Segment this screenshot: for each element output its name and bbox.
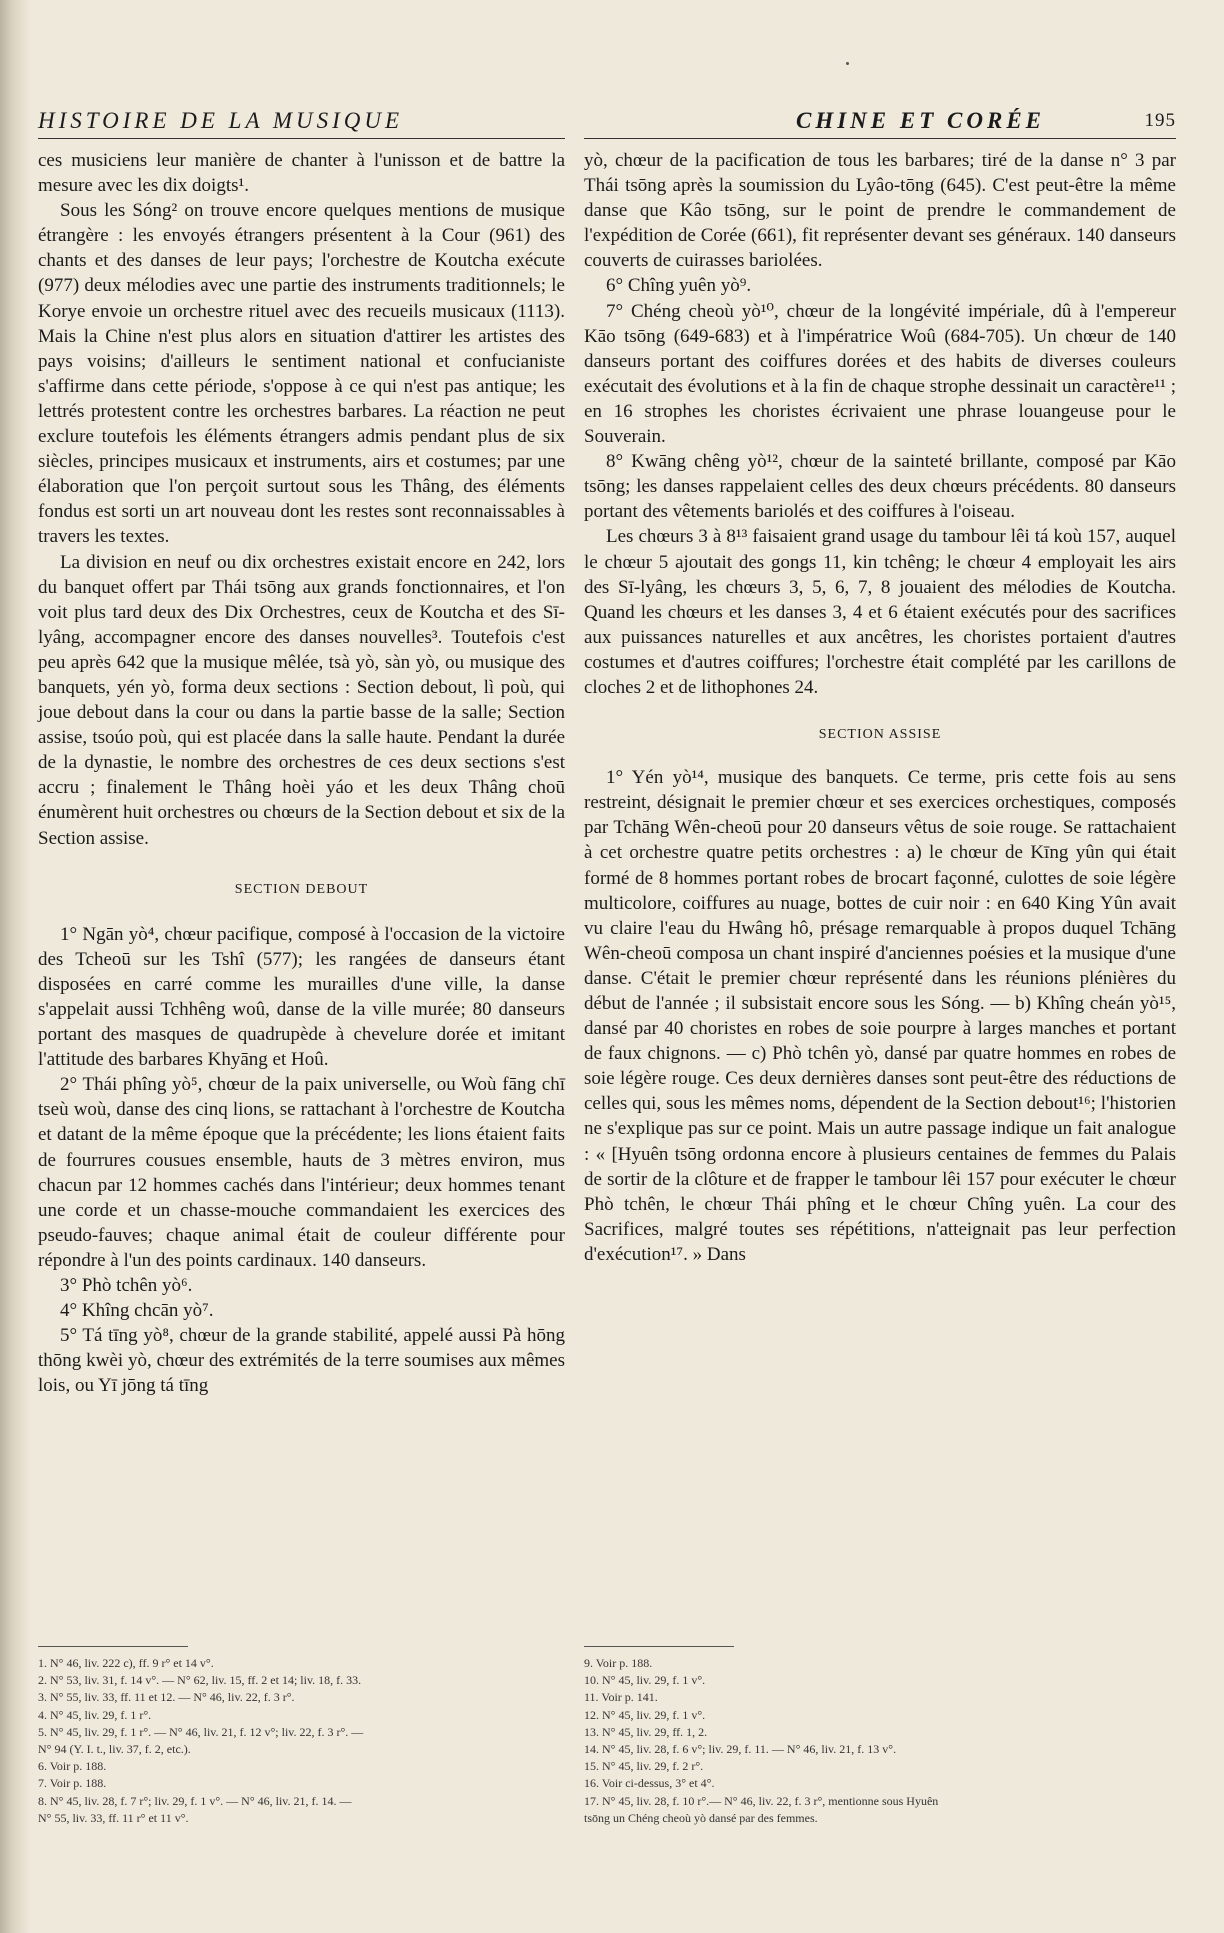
right-column [584,148,1176,1267]
paragraph: 6° Chîng yuên yò⁹. [606,275,752,297]
footnote: 4. N° 45, liv. 29, f. 1 r°. [38,1707,152,1722]
list-item: 4° Khîng chcān yò⁷. [60,1300,214,1322]
list-item: 2° Thái phîng yò⁵, chœur de la paix universelle, ou Woù fāng chī tseù woù, danse des cinq lions, se rattachant à l'orchestre de Koutcha et datant de la même époque que la précédente; les lions étaient faits de fourrures cousues ensemble, hauts de 3 mètres environ, mus chacun par 12 hommes cachés dans l'intérieur; deux hommes tenant une corde et un chasse-mouche commandaient les exercices des pseudo-fauves; chaque animal était de couleur différente pour répondre à l'un des points cardinaux. 140 danseurs. [38,1074,565,1271]
footnote: 17. N° 45, liv. 28, f. 10 r°.— N° 46, liv. 22, f. 3 r°, mentionne sous Hyuên [584,1793,939,1808]
footnote: 2. N° 53, liv. 31, f. 14 v°. — N° 62, liv. 15, ff. 2 et 14; liv. 18, f. 33. [38,1673,362,1688]
footnote: 3. N° 55, liv. 33, ff. 11 et 12. — N° 46, liv. 22, f. 3 r°. [38,1690,295,1705]
paragraph: ces musiciens leur manière de chanter à l'unisson et de battre la mesure avec les dix doigts¹. [38,150,565,197]
header-rule-right [584,138,1176,139]
paragraph: Sous les Sóng² on trouve encore quelques mentions de musique étrangère : les envoyés étrangers présentent à la Cour (961) des chants et des danses de leur pays; l'orchestre de Koutcha exécute (977) deux mélodies avec une partie des instruments traditionnels; le Korye envoie un orchestre rituel avec des recueils musicaux (1113). Mais la Chine n'est plus alors en situation d'attirer les artistes des pays voisins; d'ailleurs le sentiment national et confucianiste s'affirme dans cette période, s'oppose à ce qui n'est pas antique; les lettrés protestent contre les orchestres barbares. La réaction ne peut exclure toutefois les éléments étrangers admis pendant plus de six siècles, principes musicaux et instruments, airs et costumes; par une élaboration que l'on perçoit surtout sous les Thâng, des éléments fondus est sorti un art nouveau dont les restes sont reconnaissables à travers les textes. [38,200,565,548]
footnote: 15. N° 45, liv. 29, f. 2 r°. [584,1759,704,1774]
footnote: N° 94 (Y. I. t., liv. 37, f. 2, etc.). [38,1742,191,1757]
footnote-rule-right [584,1646,734,1647]
page-binding-edge [0,0,30,1933]
footnote: 5. N° 45, liv. 29, f. 1 r°. — N° 46, liv. 21, f. 12 v°; liv. 22, f. 3 r°. — [38,1724,364,1739]
list-item: 3° Phò tchên yò⁶. [60,1275,193,1297]
footnote: N° 55, liv. 33, ff. 11 r° et 11 v°. [38,1810,189,1825]
footnote: 13. N° 45, liv. 29, ff. 1, 2. [584,1724,708,1739]
page-number: 195 [1144,110,1176,131]
paragraph: 8° Kwāng chêng yò¹², chœur de la sainteté brillante, composé par Kāo tsōng; les danses rappelaient celles des deux chœurs précédents. 80 danseurs portant des vêtements bariolés et des coiffures à l'oiseau. [584,451,1176,523]
footnote: 16. Voir ci-dessus, 3° et 4°. [584,1776,715,1791]
footnote: 14. N° 45, liv. 28, f. 6 v°; liv. 29, f. 11. — N° 46, liv. 21, f. 13 v°. [584,1742,897,1757]
section-heading: SECTION DEBOUT [234,881,369,897]
footnote: 9. Voir p. 188. [584,1656,653,1670]
footnote: 6. Voir p. 188. [38,1759,107,1774]
paragraph: La division en neuf ou dix orchestres existait encore en 242, lors du banquet offert par Thái tsōng aux grands fonctionnaires, et l'on voit plus tard deux des Dix Orchestres, ceux de Koutcha et des Sī-lyâng, accompagner encore des danses nouvelles³. Toutefois c'est peu après 642 que la musique mêlée, tsà yò, sàn yò, ou musique des banquets, yén yò, forma deux sections : Section debout, lì poù, qui joue debout dans la cour ou dans la partie basse de la salle; Section assise, tsoúo poù, qui est placée dans la salle haute. Pendant la durée de la dynastie, le nombre des orchestres de ces deux sections s'est accru ; finalement le Thâng hoèi yáo et les deux Thâng choū énumèrent huit orchestres ou chœurs de la Section debout et six de la Section assise. [38,551,565,849]
footnote: 11. Voir p. 141. [584,1690,658,1705]
footnote: 12. N° 45, liv. 29, f. 1 v°. [584,1707,706,1722]
header-rule-left [38,138,565,139]
paragraph: yò, chœur de la pacification de tous les barbares; tiré de la danse n° 3 par Thái tsōng après la soumission du Lyâo-tōng (645). C'est peut-être la même danse que Kâo tsōng, sur le point de prendre le commandement de l'expédition de Corée (661), fit représenter devant ses généraux. 140 danseurs couverts de cuirasses bariolées. [584,150,1176,272]
chapter-title: CHINE ET CORÉE [796,108,1045,133]
paragraph: 7° Chéng cheoù yò¹⁰, chœur de la longévité impériale, dû à l'empereur Kāo tsōng (649-683) et à l'impératrice Woû (684-705). Un chœur de 140 danseurs portant des coiffures dorées et des habits de diverses couleurs exécutait des évolutions et à la fin de chaque strophe dessinait un caractère¹¹ ; en 16 strophes les choristes écrivaient une phrase louangeuse pour le Souverain. [584,300,1176,448]
footnote: 1. N° 46, liv. 222 c), ff. 9 r° et 14 v°. [38,1656,214,1670]
print-speck [846,62,849,65]
left-column [38,148,565,1399]
paragraph: Les chœurs 3 à 8¹³ faisaient grand usage du tambour lêi tá koù 157, auquel le chœur 5 ajoutait des gongs 11, kin tchêng; le chœur 4 employait les airs des Sī-lyâng, les chœurs 3, 5, 6, 7, 8 jouaient des mélodies de Koutcha. Quand les chœurs et les danses 3, 4 et 6 étaient exécutés pour des sacrifices aux puissances naturelles et aux ancêtres, les choristes portaient d'autres costumes et d'autres coiffures; l'orchestre était complété par les carillons de cloches 2 et de lithophones 24. [584,526,1176,698]
footnote: tsōng un Chéng cheoù yò dansé par des femmes. [584,1810,818,1825]
footnotes-right [584,1655,1176,1827]
footnotes-left [38,1655,565,1827]
list-item: 1° Yén yò¹⁴, musique des banquets. Ce terme, pris cette fois au sens restreint, désignait le premier chœur et ses exercices orchestiques, composés par Tchāng Wên-cheoū pour 20 danseurs vêtus de soie rouge. Se rattachaient à cet orchestre quatre petits orchestres : a) le chœur de Kīng yûn qui était formé de 8 hommes portant robes de brocart façonné, culottes de soie légère multicolore, coiffures au nuage, bottes de cuir noir : en 640 King Yûn avait vu claire l'eau du Hwâng hô, présage remarquable à propos duquel Tchāng Wên-cheoū composa un chant inspiré d'anciennes poésies et la musique d'une danse. C'était le premier chœur représenté dans les réunions plénières du début de l'année ; il subsistait encore sous les Sóng. — b) Khîng cheán yò¹⁵, dansé par 40 choristes en robes de soie pourpre à larges manches et portant de faux chignons. — c) Phò tchên yò, dansé par quatre hommes en robes de soie légère rouge. Ces deux dernières danses sont peut-être des réductions de celles qui, sous les mêmes noms, dépendent de la Section debout¹⁶; l'historien ne s'explique pas sur ce point. Mais un autre passage indique un fait analogue : « [Hyuên tsōng ordonna encore à plusieurs centaines de femmes du Palais de sortir de la clôture et de frapper le tambour lêi 157 pour exécuter le chœur Phò tchên, le chœur Thái phîng et le chœur Chîng yuên. La cour des Sacrifices, malgré toutes ses répétitions, n'atteignait pas leur perfection d'exécution¹⁷. » Dans [584,767,1176,1265]
list-item: 5° Tá tīng yò⁸, chœur de la grande stabilité, appelé aussi Pà hōng thōng kwèi yò, chœur des extrémités de la terre soumises aux mêmes lois, ou Yī jōng tá tīng [38,1325,565,1397]
running-title-left: HISTOIRE DE LA MUSIQUE [38,108,404,133]
list-item: 1° Ngān yò⁴, chœur pacifique, composé à l'occasion de la victoire des Tcheoū sur les Tshî (577); les rangées de danseurs étant disposées en carré comme les murailles d'une ville, la danse s'appelait aussi Tchhêng woû, danse de la ville murée; 80 danseurs portant des masques de quadrupède à chevelure dorée et imitant l'attitude des barbares Khyāng et Hoû. [38,923,565,1071]
footnote-rule-left [38,1646,188,1647]
footnote: 10. N° 45, liv. 29, f. 1 v°. [584,1673,706,1688]
running-title-right [796,108,1176,138]
footnote: 8. N° 45, liv. 28, f. 7 r°; liv. 29, f. 1 v°. — N° 46, liv. 21, f. 14. — [38,1793,352,1808]
footnote: 7. Voir p. 188. [38,1776,107,1791]
section-heading: SECTION ASSISE [818,727,942,743]
